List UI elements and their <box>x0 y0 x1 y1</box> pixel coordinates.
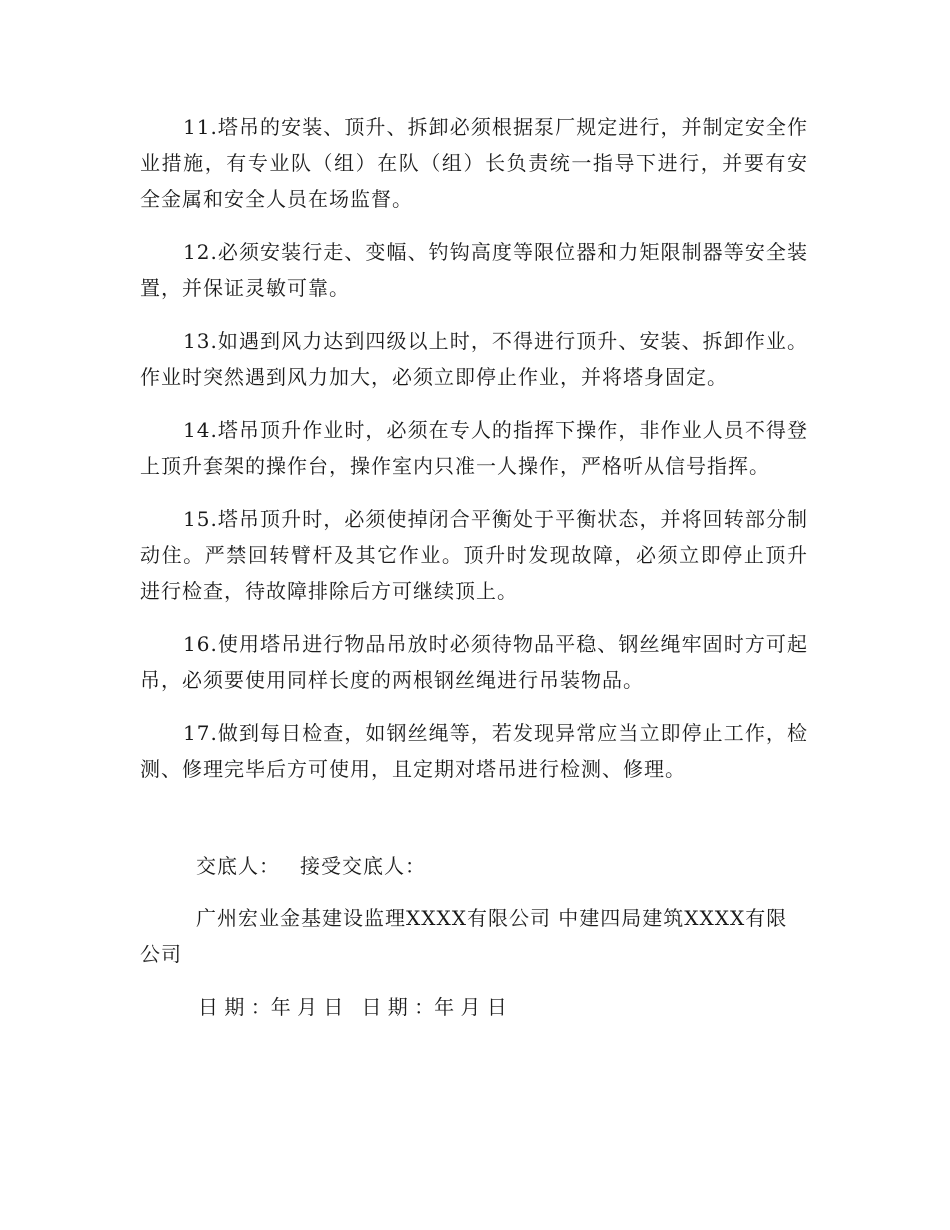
receiver-label: 接受交底人： <box>300 854 426 878</box>
signature-people-line <box>196 848 426 884</box>
clause-16: 16.使用塔吊进行物品吊放时必须待物品平稳、钢丝绳牢固时方可起吊，必须要使用同样长度的两根钢丝绳进行吊装物品。 <box>140 632 808 692</box>
signature-organizations: 广州宏业金基建设监理XXXX有限公司 中建四局建筑XXXX有限公司 <box>140 906 788 966</box>
clause-14: 14.塔吊顶升作业时，必须在专人的指挥下操作，非作业人员不得登上顶升套架的操作台，操作室内只准一人操作，严格听从信号指挥。 <box>140 418 808 478</box>
date-left: 日 期 ：年 月 日 <box>198 995 344 1019</box>
clause-15: 15.塔吊顶升时，必须使掉闭合平衡处于平衡状态，并将回转部分制动住。严禁回转臂杆及其它作业。顶升时发现故障，必须立即停止顶升进行检查，待故障排除后方可继续顶上。 <box>140 507 808 603</box>
clause-12: 12.必须安装行走、变幅、钓钩高度等限位器和力矩限制器等安全装置，并保证灵敏可靠。 <box>140 240 808 300</box>
clause-11: 11.塔吊的安装、顶升、拆卸必须根据泵厂规定进行，并制定安全作业措施，有专业队（组）在队（组）长负责统一指导下进行，并要有安全金属和安全人员在场监督。 <box>140 115 808 211</box>
giver-label: 交底人： <box>196 854 280 878</box>
clause-13: 13.如遇到风力达到四级以上时，不得进行顶升、安装、拆卸作业。作业时突然遇到风力加大，必须立即停止作业，并将塔身固定。 <box>140 329 808 389</box>
clause-17: 17.做到每日检查，如钢丝绳等，若发现异常应当立即停止工作，检测、修理完毕后方可使用，且定期对塔吊进行检测、修理。 <box>140 721 808 781</box>
signature-dates-line <box>198 989 507 1025</box>
date-right: 日 期 ：年 月 日 <box>361 995 507 1019</box>
document-body <box>140 109 808 804</box>
